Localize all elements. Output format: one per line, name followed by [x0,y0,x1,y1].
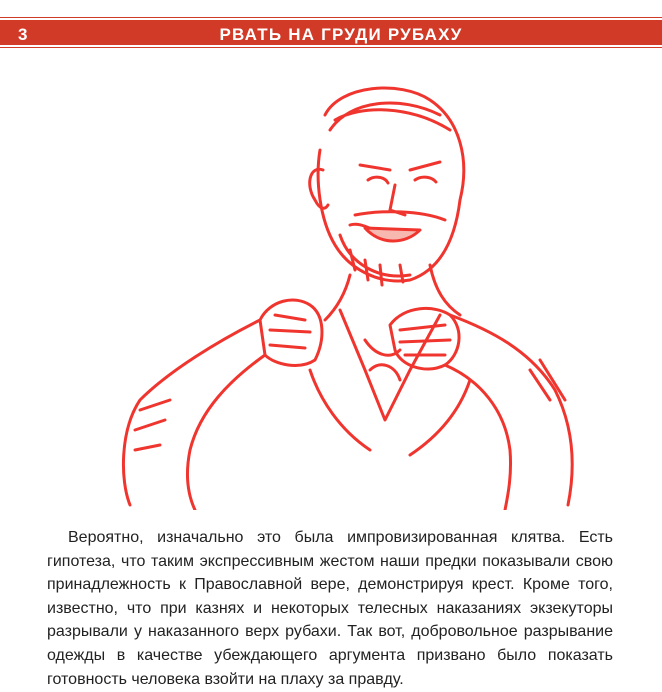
page-number: 3 [18,25,28,44]
text-line: гипотеза, что таким экспрессивным жестом наши предки показывали свою [47,552,613,570]
illustration-man-tearing-shirt [110,70,590,510]
text-line: готовность человека взойти на плаху за правду. [47,670,404,688]
body-paragraph [47,526,613,691]
text-line: одежды в качестве убеждающего аргумента призвано было показать [47,646,613,664]
text-line: Вероятно, изначально это была импровизированная клятва. Есть [68,529,613,546]
chapter-title: РВАТЬ НА ГРУДИ РУБАХУ [219,25,463,44]
text-line: принадлежность к Православной вере, демонстрируя крест. Кроме того, [47,576,613,594]
text-line: разрывали у наказанного верх рубахи. Так вот, добровольное разрывание [47,623,613,641]
chapter-header-bar [0,17,662,48]
text-line: известно, что при казнях и некоторых телесных наказаниях экзекуторы [47,599,613,617]
